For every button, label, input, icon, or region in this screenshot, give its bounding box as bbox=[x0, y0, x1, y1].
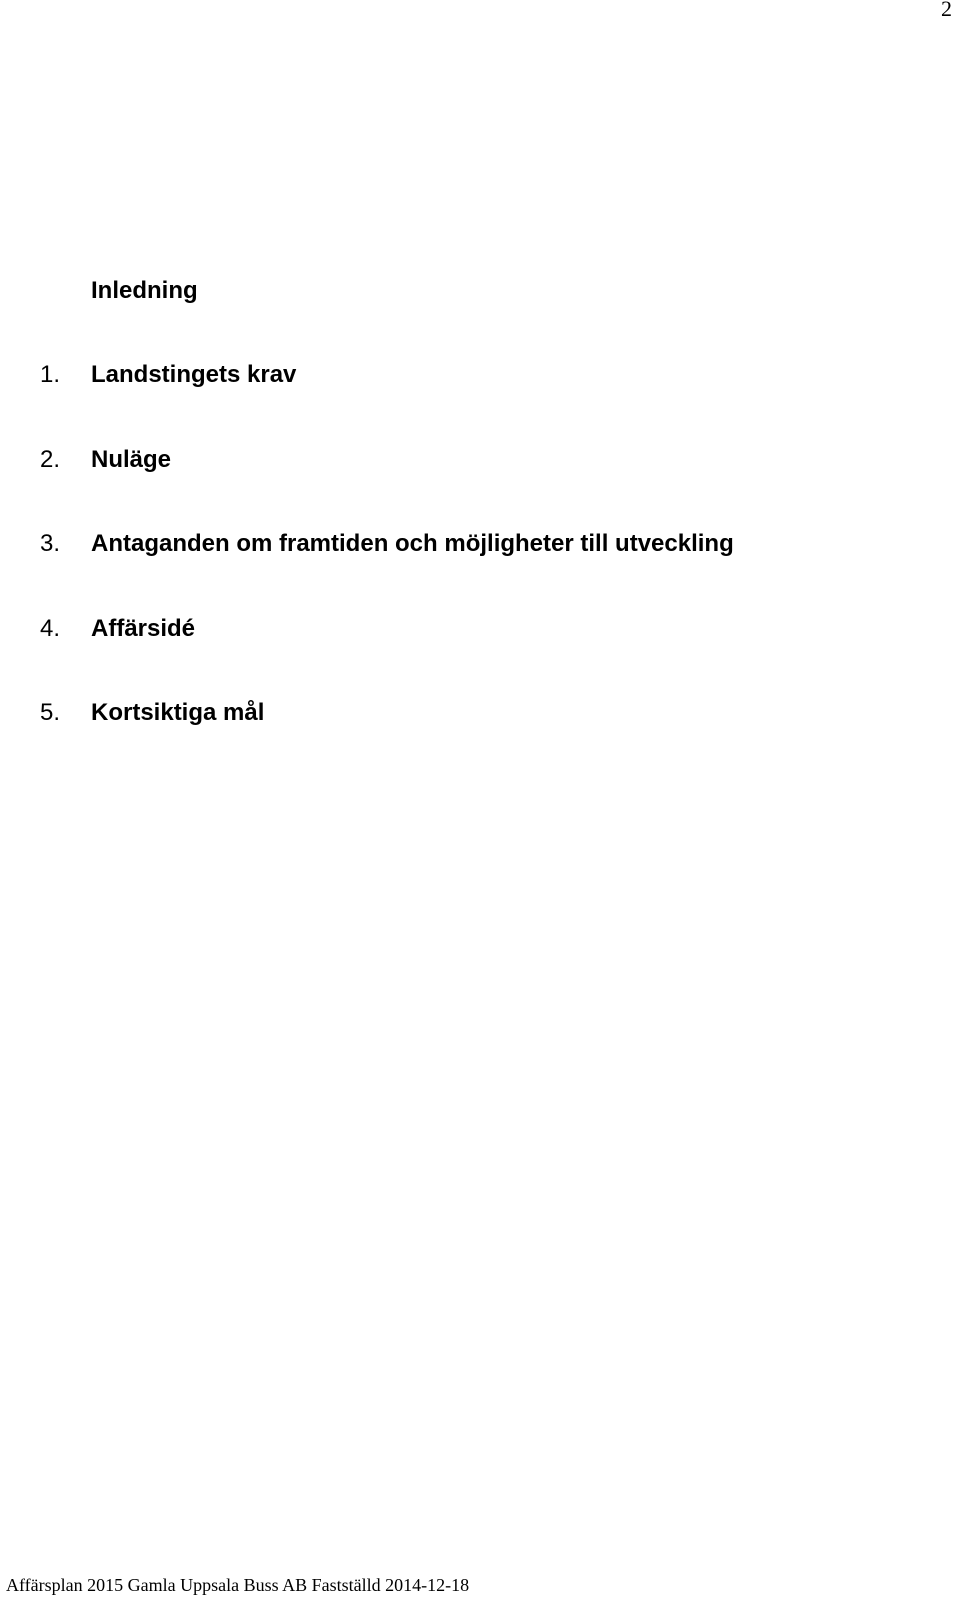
toc-title: Kortsiktiga mål bbox=[91, 699, 265, 726]
toc-number: 5. bbox=[40, 699, 61, 726]
toc-entry-3 bbox=[0, 524, 940, 564]
toc-number: 3. bbox=[40, 530, 61, 557]
toc-number: 1. bbox=[40, 361, 61, 388]
toc-entry-intro bbox=[0, 271, 940, 311]
document-footer: Affärsplan 2015 Gamla Uppsala Buss AB Fastställd 2014-12-18 bbox=[6, 1575, 470, 1595]
toc-entry-1 bbox=[0, 355, 940, 395]
toc-title: Landstingets krav bbox=[91, 361, 297, 388]
toc-title: Affärsidé bbox=[91, 615, 196, 642]
toc-number: 4. bbox=[40, 615, 61, 642]
toc-entry-5 bbox=[0, 693, 940, 733]
toc-entry-2 bbox=[0, 440, 940, 480]
toc-title: Nuläge bbox=[91, 446, 172, 473]
toc-title: Inledning bbox=[91, 277, 198, 304]
page-number: 2 bbox=[941, 0, 952, 21]
toc-entry-4 bbox=[0, 609, 940, 649]
toc-number: 2. bbox=[40, 446, 61, 473]
toc-title: Antaganden om framtiden och möjligheter till utveckling bbox=[91, 530, 734, 557]
